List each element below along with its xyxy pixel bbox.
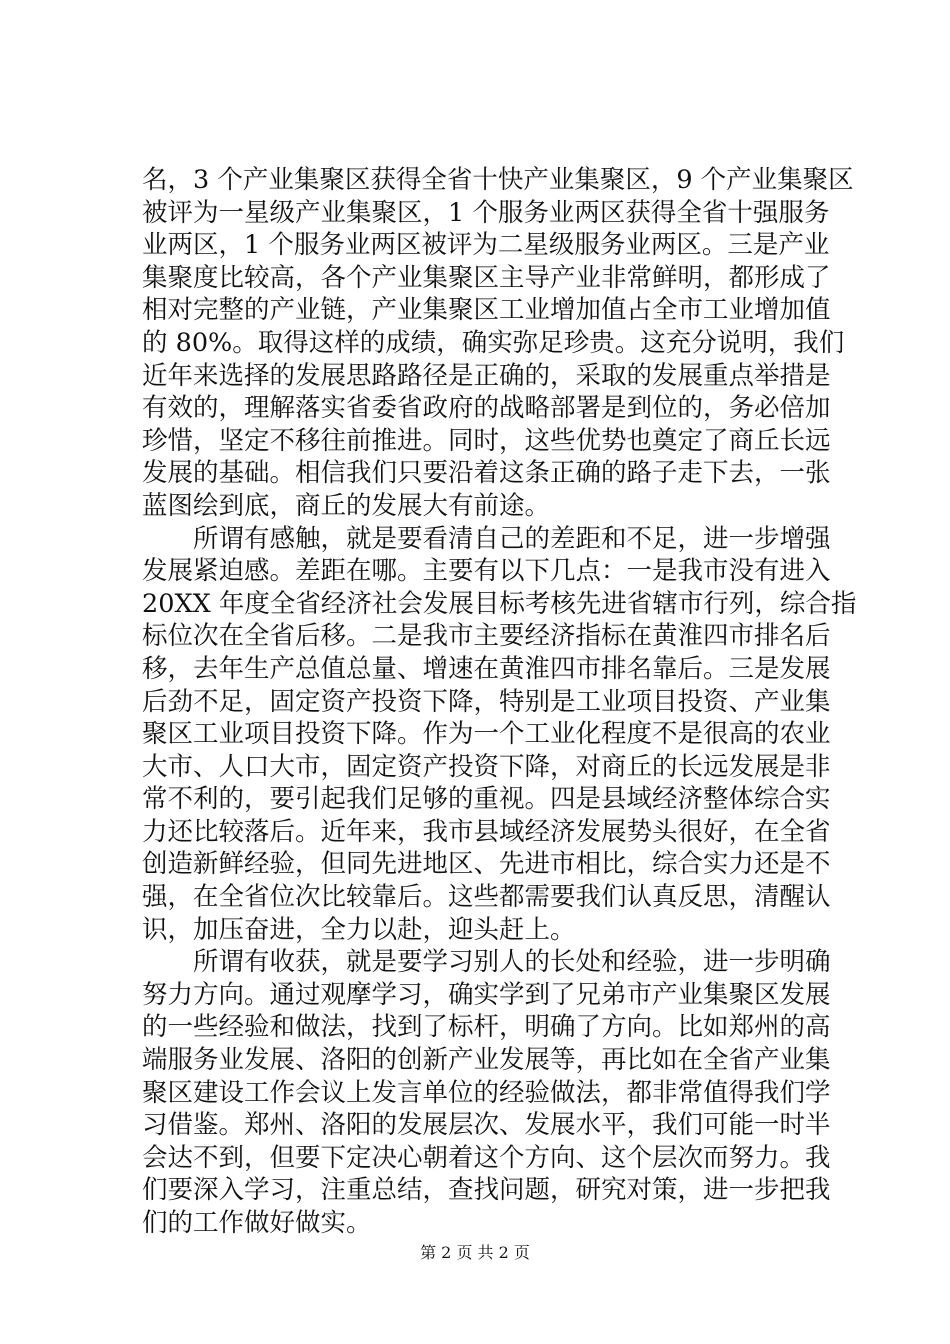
text-line: 后劲不足，固定资产投资下降，特别是工业项目投资、产业集: [142, 686, 831, 717]
text-line: 的 80%。取得这样的成绩，确实弥足珍贵。这充分说明，我们: [142, 327, 845, 358]
text-line: 力还比较落后。近年来，我市县域经济发展势头很好，在全省: [142, 816, 831, 847]
text-line: 所谓有收获，就是要学习别人的长处和经验，进一步明确: [142, 947, 831, 978]
page-footer: 第 2 页 共 2 页: [420, 1243, 530, 1262]
text-line: 们的工作做好做实。: [142, 1208, 372, 1238]
text-line: 移，去年生产总值总量、增速在黄淮四市排名靠后。三是发展: [142, 653, 831, 684]
text-line: 珍惜，坚定不移往前推进。同时，这些优势也奠定了商丘长远: [142, 425, 831, 456]
text-line: 大市、人口大市，固定资产投资下降，对商丘的长远发展是非: [142, 751, 831, 782]
paragraph: [142, 946, 831, 1239]
text-line: 习借鉴。郑州、洛阳的发展层次、发展水平，我们可能一时半: [142, 1110, 831, 1141]
text-line: 发展的基础。相信我们只要沿着这条正确的路子走下去，一张: [142, 458, 831, 489]
text-line: 所谓有感触，就是要看清自己的差距和不足，进一步增强: [142, 523, 831, 554]
document-body: [142, 164, 857, 1240]
text-line: 蓝图绘到底，商丘的发展大有前途。: [142, 490, 551, 521]
text-line: 识，加压奋进，全力以赴，迎头赶上。: [142, 914, 576, 945]
text-line: 名，3 个产业集聚区获得全省十快产业集聚区，9 个产业集聚区: [142, 165, 854, 195]
text-line: 聚区建设工作会议上发言单位的经验做法，都非常值得我们学: [142, 1077, 831, 1108]
text-line: 被评为一星级产业集聚区，1 个服务业两区获得全省十强服务: [142, 197, 830, 228]
text-line: 发展紧迫感。差距在哪。主要有以下几点：一是我市没有进入: [142, 556, 831, 587]
text-line: 集聚度比较高，各个产业集聚区主导产业非常鲜明，都形成了: [142, 262, 831, 293]
paragraph: [142, 164, 854, 523]
text-line: 聚区工业项目投资下降。作为一个工业化程度不是很高的农业: [142, 719, 831, 750]
text-line: 20XX 年度全省经济社会发展目标考核先进省辖市行列，综合指: [142, 588, 857, 619]
text-line: 强，在全省位次比较靠后。这些都需要我们认真反思，清醒认: [142, 882, 831, 913]
text-line: 端服务业发展、洛阳的创新产业发展等，再比如在全省产业集: [142, 1045, 831, 1076]
paragraph: [142, 523, 857, 947]
text-line: 有效的，理解落实省委省政府的战略部署是到位的，务必倍加: [142, 393, 831, 424]
text-line: 常不利的，要引起我们足够的重视。四是县域经济整体综合实: [142, 784, 831, 815]
text-line: 们要深入学习，注重总结，查找问题，研究对策，进一步把我: [142, 1175, 831, 1206]
text-line: 创造新鲜经验，但同先进地区、先进市相比，综合实力还是不: [142, 849, 831, 880]
text-line: 近年来选择的发展思路路径是正确的，采取的发展重点举措是: [142, 360, 831, 391]
text-line: 会达不到，但要下定决心朝着这个方向、这个层次而努力。我: [142, 1142, 831, 1173]
text-line: 努力方向。通过观摩学习，确实学到了兄弟市产业集聚区发展: [142, 979, 831, 1010]
text-line: 业两区，1 个服务业两区被评为二星级服务业两区。三是产业: [142, 230, 830, 261]
text-line: 相对完整的产业链，产业集聚区工业增加值占全市工业增加值: [142, 295, 831, 326]
text-line: 标位次在全省后移。二是我市主要经济指标在黄淮四市排名后: [142, 621, 831, 652]
text-line: 的一些经验和做法，找到了标杆，明确了方向。比如郑州的高: [142, 1012, 831, 1043]
